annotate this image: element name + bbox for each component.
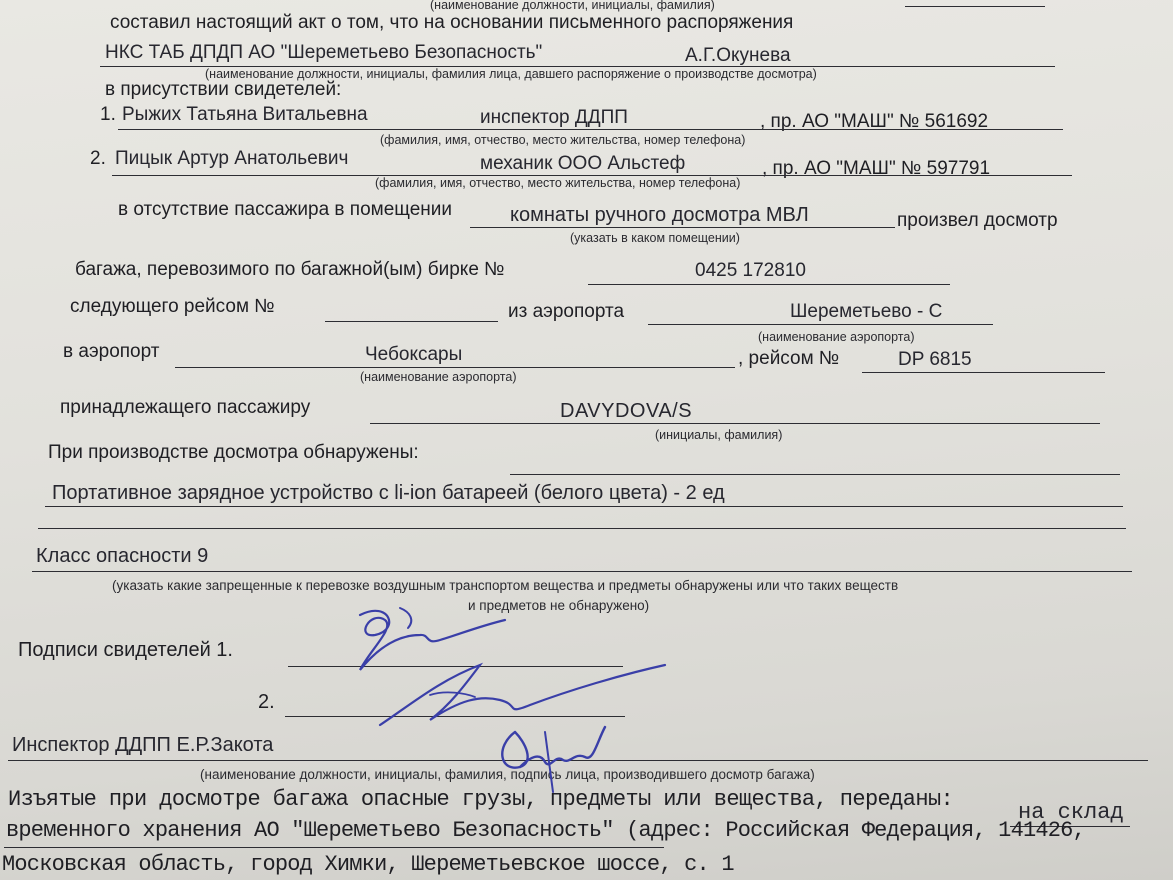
baggage-text: багажа, перевозимого по багажной(ым) бирке № (75, 259, 505, 280)
passenger-name: DAVYDOVA/S (560, 400, 693, 422)
witness-1-hint: (фамилия, имя, отчество, место жительства, номер телефона) (380, 133, 746, 147)
hazard-class: Класс опасности 9 (36, 545, 209, 567)
room-rule (470, 227, 895, 228)
flight-text: следующего рейсом № (70, 296, 275, 317)
order-by-hint: (наименование должности, инициалы, фамилия лица, давшего распоряжение о производстве досмотра) (205, 67, 817, 81)
performed-text: произвел досмотр (897, 210, 1058, 231)
flight-rule (325, 321, 498, 322)
tag-number: 0425 172810 (695, 260, 806, 281)
from-hint: (наименование аэропорта) (758, 330, 915, 344)
order-by-name: А.Г.Окунева (685, 45, 791, 66)
flight-number-rule (862, 372, 1105, 373)
absence-text: в отсутствие пассажира в помещении (118, 199, 452, 220)
to-text: в аэропорт (63, 341, 160, 362)
witness-sig-2-label: 2. (258, 691, 275, 713)
witness-signatures-label: Подписи свидетелей 1. (18, 639, 233, 661)
witness-1-name: Рыжих Татьяна Витальевна (122, 104, 368, 125)
to-airport: Чебоксары (365, 344, 463, 365)
passenger-hint: (инициалы, фамилия) (655, 428, 783, 442)
inspector-field: Инспектор ДДПП Е.Р.Закота (12, 734, 274, 756)
witness-1-pass: , пр. АО "МАШ" № 561692 (760, 111, 989, 132)
flight-number: DP 6815 (898, 349, 972, 370)
witness-2-hint: (фамилия, имя, отчество, место жительства, номер телефона) (375, 176, 741, 190)
top-rule (905, 6, 1045, 7)
witness-2-name: Пицык Артур Анатольевич (115, 148, 349, 169)
presence-text: в присутствии свидетелей: (105, 79, 342, 100)
transfer-line-1: Изъятые при досмотре багажа опасные грузы, предметы или вещества, переданы: (8, 787, 954, 812)
from-text: из аэропорта (508, 301, 625, 322)
witness-1-role: инспектор ДДПП (480, 107, 628, 128)
found-rule-1 (510, 474, 1120, 475)
found-item: Портативное зарядное устройство с li-ion батареей (белого цвета) - 2 ед (52, 482, 725, 504)
passenger-rule (370, 423, 1100, 424)
found-rule-2 (45, 506, 1123, 507)
found-rule-4 (32, 571, 1132, 572)
passenger-text: принадлежащего пассажиру (60, 397, 311, 418)
witness-1-number: 1. (100, 104, 116, 125)
witness-1-rule (118, 129, 1063, 130)
found-hint-1: (указать какие запрещенные к перевозке воздушным транспортом вещества и предметы обнаружены или что таких веществ (112, 578, 899, 593)
found-text: При производстве досмотра обнаружены: (48, 442, 419, 463)
found-rule-3 (38, 528, 1126, 529)
flight2-text: , рейсом № (738, 348, 840, 369)
order-by-field: НКС ТАБ ДПДП АО "Шереметьево Безопасность" (105, 42, 543, 63)
transfer-line-2: временного хранения АО "Шереметьево Безопасность" (адрес: Российская Федерация, 141426, (6, 818, 1085, 843)
found-hint-2: и предметов не обнаружено) (468, 598, 650, 613)
witness-2-pass: , пр. АО "МАШ" № 597791 (762, 158, 991, 179)
tag-rule (588, 284, 950, 285)
bleed-through-text (870, 180, 875, 200)
from-airport: Шереметьево - С (790, 301, 943, 322)
compiled-text: составил настоящий акт о том, что на основании письменного распоряжения (110, 12, 794, 33)
from-rule (648, 324, 993, 325)
inspector-hint: (наименование должности, инициалы, фамилия, подпись лица, производившего досмотр багажа) (200, 767, 815, 782)
top-cut-hint: (наименование должности, инициалы, фамилия) (430, 0, 715, 12)
witness-2-number: 2. (90, 148, 106, 169)
room-hint: (указать в каком помещении) (570, 231, 740, 245)
to-rule (175, 367, 735, 368)
witness-2-role: механик ООО Альстеф (480, 153, 686, 174)
transfer-line-3: Московская область, город Химки, Шереметьевское шоссе, с. 1 (2, 852, 734, 877)
transfer-destination: на склад (1018, 800, 1124, 825)
transfer-rule-2 (4, 847, 664, 848)
to-hint: (наименование аэропорта) (360, 370, 517, 384)
inspection-room: комнаты ручного досмотра МВЛ (510, 204, 809, 226)
